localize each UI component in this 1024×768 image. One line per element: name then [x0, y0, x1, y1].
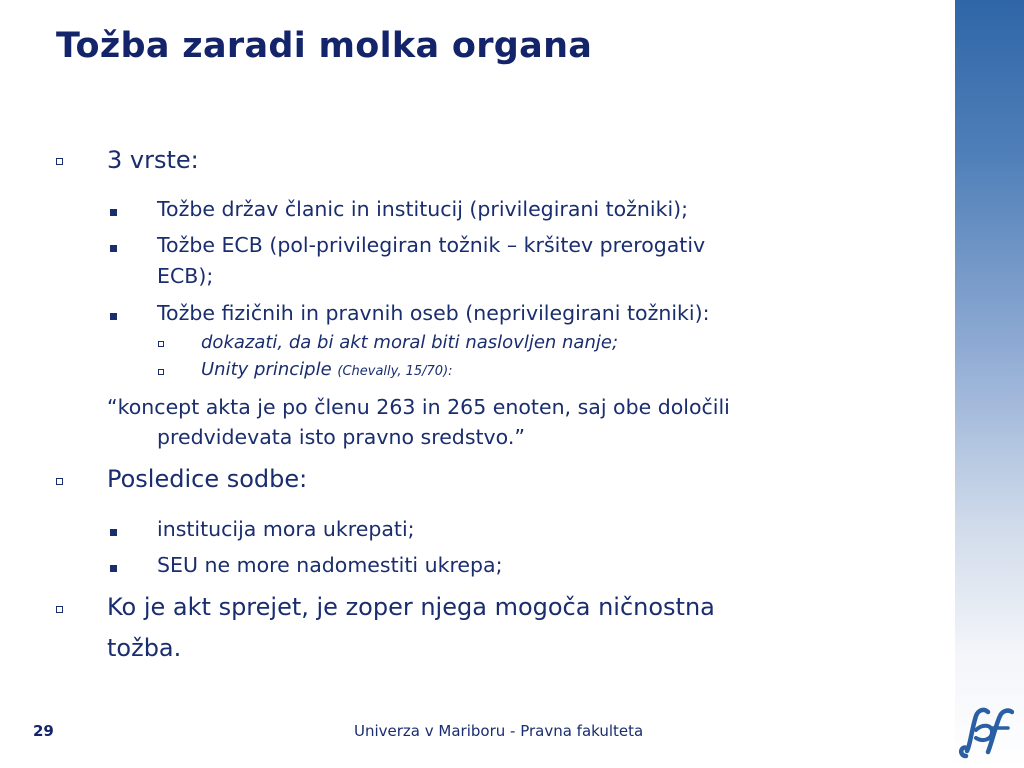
bullet-text: dokazati, da bi akt moral biti naslovljen nanje; — [201, 332, 619, 353]
solid-square-bullet-icon — [110, 245, 117, 252]
solid-square-bullet-icon — [110, 209, 117, 216]
quote-text-continued: predvidevata isto pravno sredstvo.” — [157, 425, 525, 449]
hollow-square-bullet-icon — [158, 369, 164, 375]
bullet-text: Tožbe fizičnih in pravnih oseb (neprivilegirani tožniki): — [157, 301, 710, 325]
quote-text: “koncept akta je po členu 263 in 265 enoten, saj obe določili — [107, 395, 730, 419]
solid-square-bullet-icon — [110, 565, 117, 572]
hollow-square-bullet-icon — [56, 478, 63, 485]
bullet-text: 3 vrste: — [107, 146, 199, 174]
bullet-text — [201, 359, 453, 380]
bullet-text: Tožbe ECB (pol-privilegiran tožnik – kršitev prerogativ — [157, 233, 706, 257]
bullet-text: SEU ne more nadomestiti ukrepa; — [157, 553, 503, 577]
footer-institution: Univerza v Mariboru - Pravna fakulteta — [354, 722, 644, 740]
decorative-side-band — [955, 0, 1024, 768]
bullet-text: institucija mora ukrepati; — [157, 517, 415, 541]
slide-title: Tožba zaradi molka organa — [56, 26, 593, 66]
hollow-square-bullet-icon — [158, 341, 164, 347]
unity-principle-text: Unity principle — [201, 359, 332, 380]
bullet-text-continued: tožba. — [107, 634, 182, 662]
solid-square-bullet-icon — [110, 313, 117, 320]
bullet-text: Posledice sodbe: — [107, 465, 308, 493]
solid-square-bullet-icon — [110, 529, 117, 536]
hollow-square-bullet-icon — [56, 158, 63, 165]
bullet-text: Tožbe držav članic in institucij (privilegirani tožniki); — [157, 197, 689, 221]
case-reference: (Chevally, 15/70): — [337, 364, 453, 379]
bullet-text: Ko je akt sprejet, je zoper njega mogoča ničnostna — [107, 593, 715, 621]
pf-logo-icon — [958, 706, 1014, 760]
page-number: 29 — [33, 722, 54, 740]
hollow-square-bullet-icon — [56, 606, 63, 613]
bullet-text-continued: ECB); — [157, 264, 214, 288]
